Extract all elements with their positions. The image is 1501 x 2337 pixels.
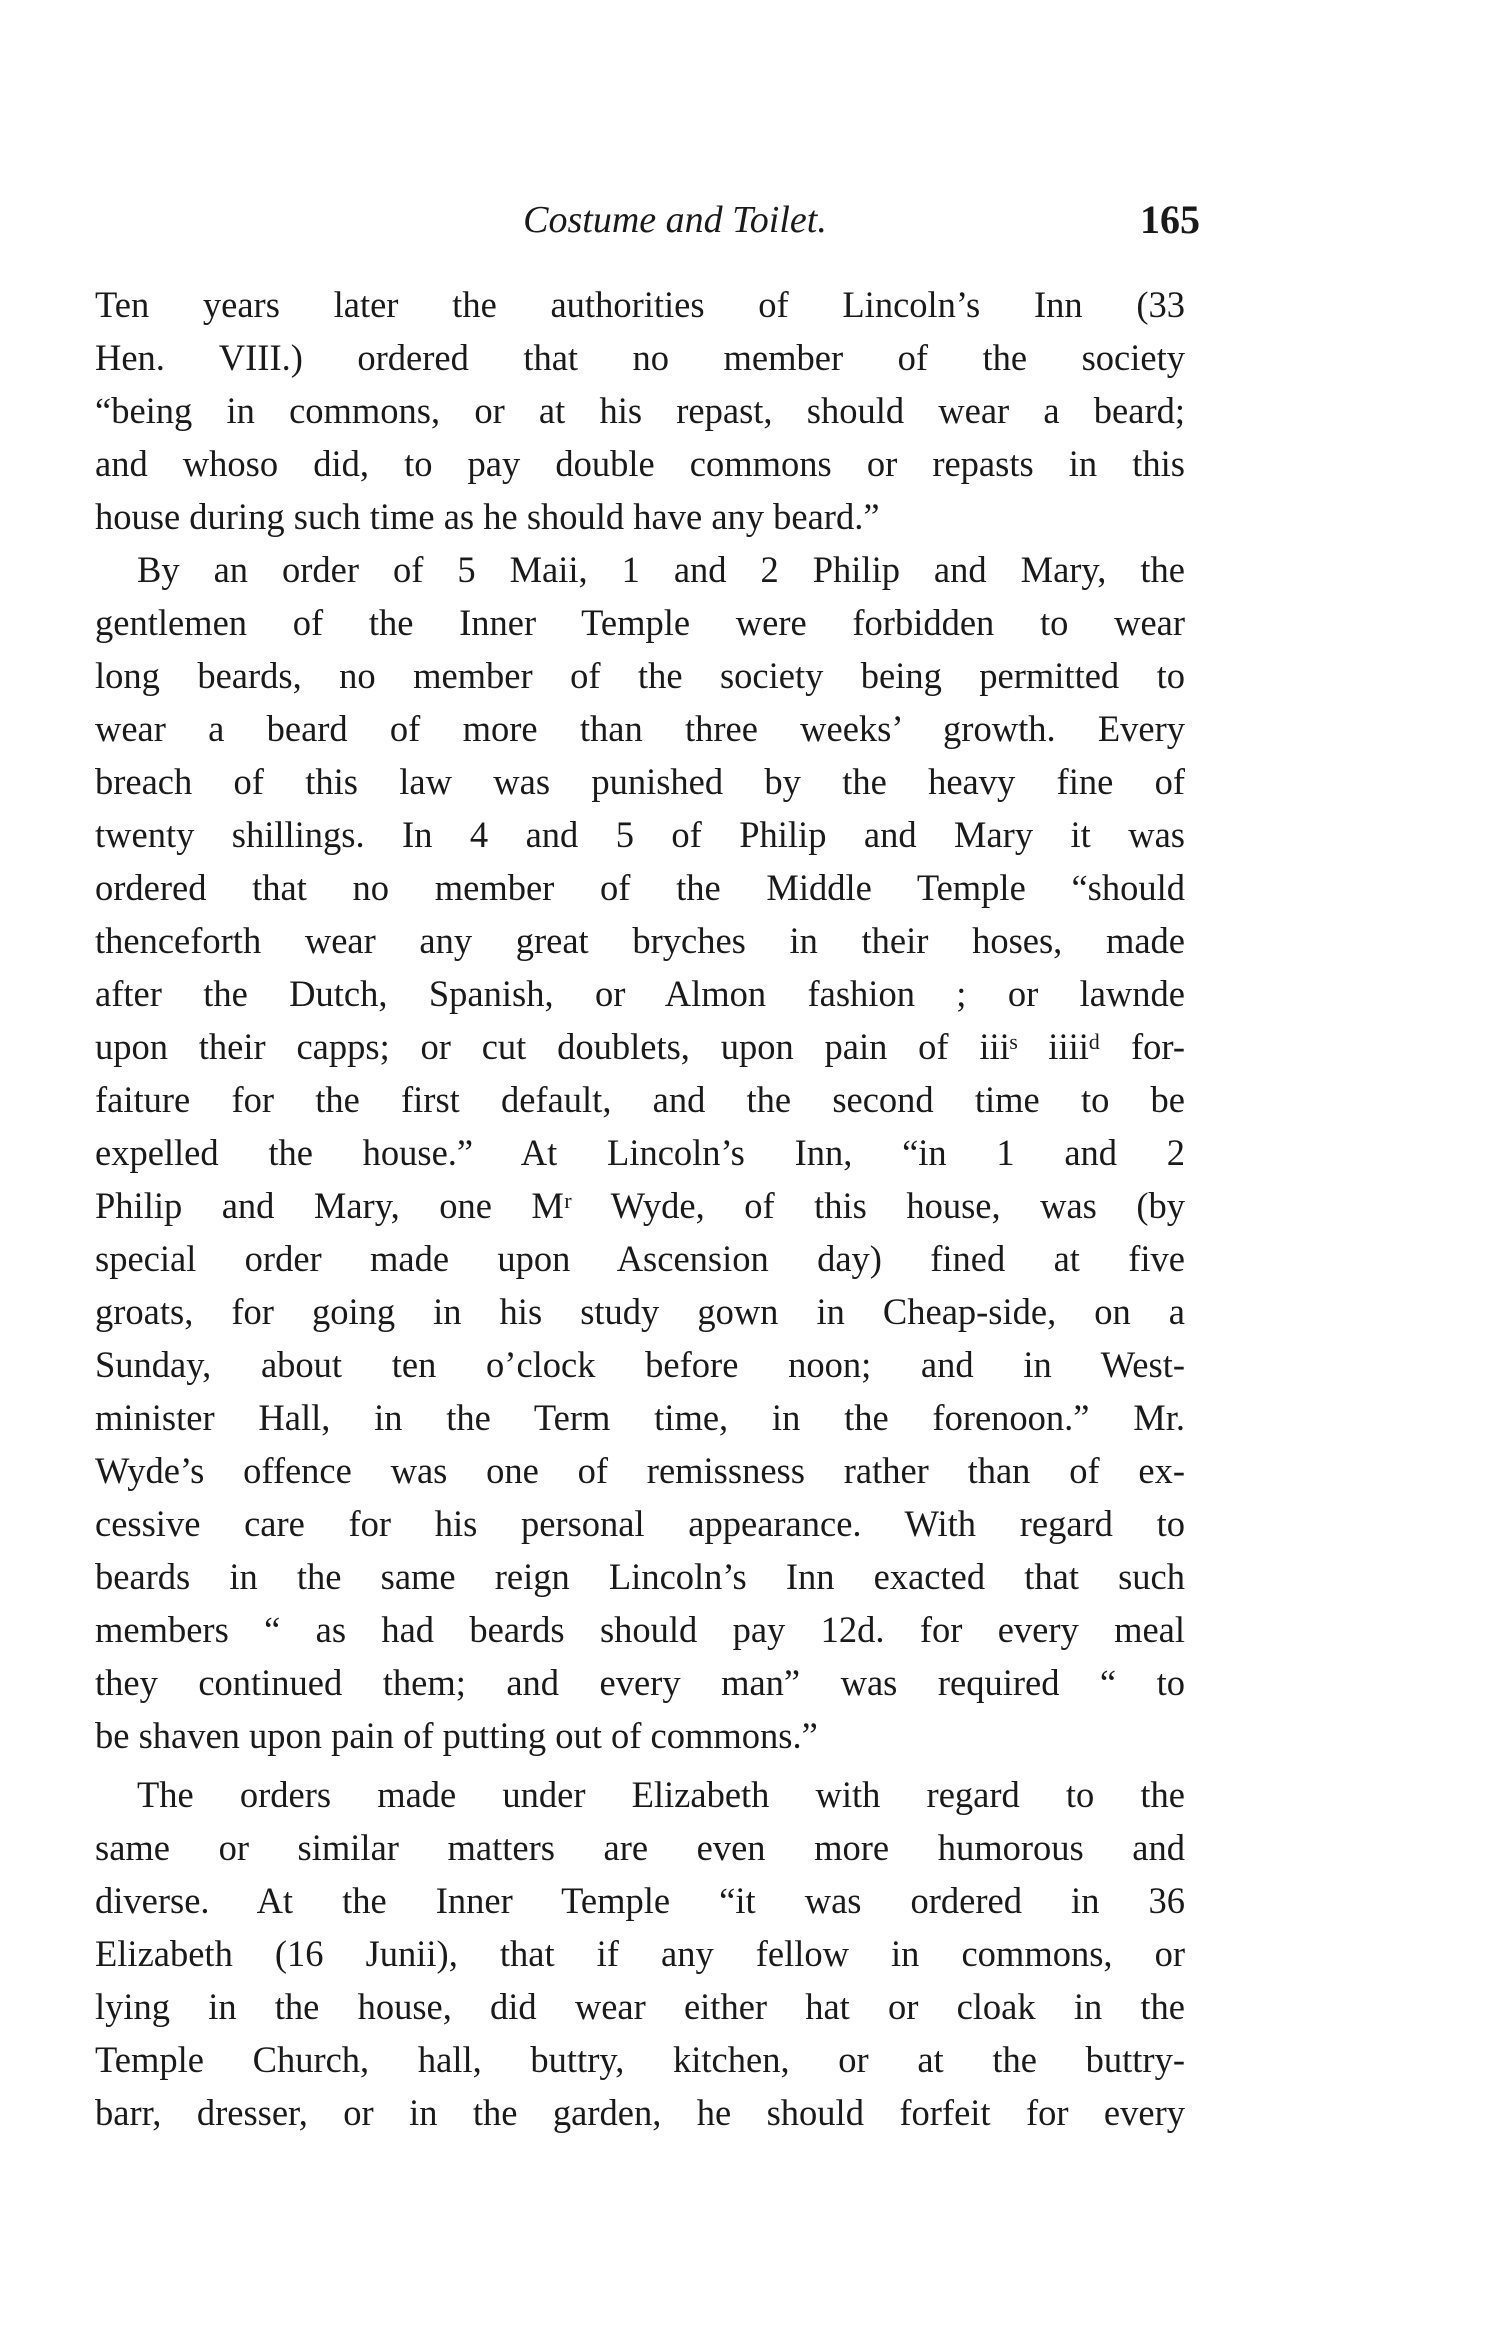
paragraph-2 <box>95 543 1185 1762</box>
text-line: after the Dutch, Spanish, or Almon fashion ; or lawnde <box>95 973 1185 1014</box>
paragraph-1 <box>95 278 1185 543</box>
text-line: Sunday, about ten o’clock before noon; and in West- <box>95 1344 1185 1385</box>
text-line: house during such time as he should have any beard.” <box>95 496 880 537</box>
text-line: barr, dresser, or in the garden, he should forfeit for every <box>95 2092 1185 2133</box>
paragraph-3 <box>95 1768 1185 2139</box>
text-line: long beards, no member of the society being permitted to <box>95 655 1185 696</box>
text-line: Ten years later the authorities of Lincoln’s Inn (33 <box>95 284 1185 325</box>
text-line: Hen. VIII.) ordered that no member of the society <box>95 337 1185 378</box>
running-head <box>150 190 1200 250</box>
text-line: cessive care for his personal appearance. With regard to <box>95 1503 1185 1544</box>
text-line: lying in the house, did wear either hat or cloak in the <box>95 1986 1185 2027</box>
text-line: members “ as had beards should pay 12d. for every meal <box>95 1609 1185 1650</box>
text-line: thenceforth wear any great bryches in their hoses, made <box>95 920 1185 961</box>
text-line: groats, for going in his study gown in Cheap-side, on a <box>95 1291 1185 1332</box>
text-line: twenty shillings. In 4 and 5 of Philip and Mary it was <box>95 814 1185 855</box>
text-line: faiture for the first default, and the second time to be <box>95 1079 1185 1120</box>
text-line: gentlemen of the Inner Temple were forbidden to wear <box>95 602 1185 643</box>
text-line: Elizabeth (16 Junii), that if any fellow in commons, or <box>95 1933 1185 1974</box>
text-line: expelled the house.” At Lincoln’s Inn, “in 1 and 2 <box>95 1132 1185 1173</box>
page-number: 165 <box>1140 197 1200 242</box>
body-text <box>95 278 1185 2139</box>
text-line: and whoso did, to pay double commons or repasts in this <box>95 443 1185 484</box>
text-line: they continued them; and every man” was required “ to <box>95 1662 1185 1703</box>
text-line: upon their capps; or cut doublets, upon pain of iiiˢ iiiiᵈ for- <box>95 1026 1185 1067</box>
text-line: breach of this law was punished by the heavy fine of <box>95 761 1185 802</box>
text-line: By an order of 5 Maii, 1 and 2 Philip and Mary, the <box>137 549 1185 590</box>
text-line: Philip and Mary, one Mʳ Wyde, of this house, was (by <box>95 1185 1185 1226</box>
text-line: be shaven upon pain of putting out of commons.” <box>95 1715 818 1756</box>
text-line: special order made upon Ascension day) fined at five <box>95 1238 1185 1279</box>
text-line: beards in the same reign Lincoln’s Inn exacted that such <box>95 1556 1185 1597</box>
text-line: minister Hall, in the Term time, in the forenoon.” Mr. <box>95 1397 1185 1438</box>
text-line: ordered that no member of the Middle Temple “should <box>95 867 1185 908</box>
text-line: Temple Church, hall, buttry, kitchen, or at the buttry- <box>95 2039 1185 2080</box>
running-title: Costume and Toilet. <box>523 199 827 241</box>
text-line: diverse. At the Inner Temple “it was ordered in 36 <box>95 1880 1185 1921</box>
text-line: Wyde’s offence was one of remissness rather than of ex- <box>95 1450 1185 1491</box>
text-line: wear a beard of more than three weeks’ growth. Every <box>95 708 1185 749</box>
text-line: same or similar matters are even more humorous and <box>95 1827 1185 1868</box>
text-line: “being in commons, or at his repast, should wear a beard; <box>95 390 1185 431</box>
text-line: The orders made under Elizabeth with regard to the <box>137 1774 1185 1815</box>
